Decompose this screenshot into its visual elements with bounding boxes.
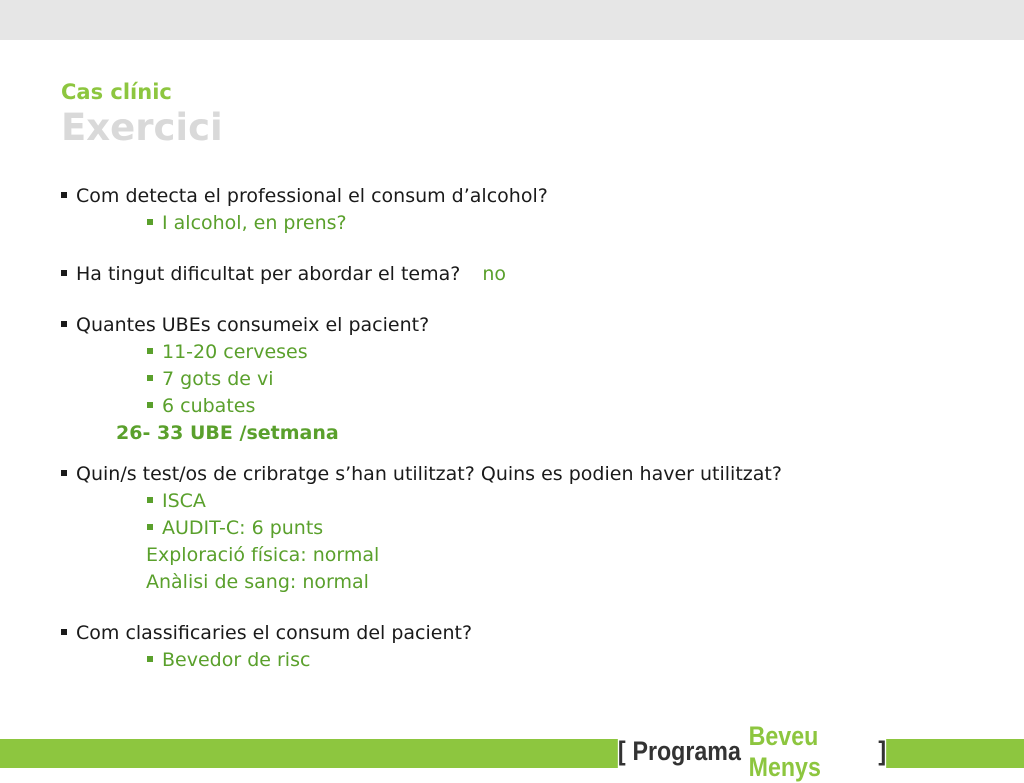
question-text: Com detecta el professional el consum d’alcohol?	[76, 185, 548, 207]
question-2	[61, 262, 506, 286]
answer-item	[147, 394, 255, 418]
square-bullet-icon	[147, 656, 153, 662]
inline-answer: no	[482, 263, 507, 285]
question-text: Quantes UBEs consumeix el pacient?	[76, 314, 430, 336]
answer-item	[147, 516, 323, 540]
answer-item	[147, 489, 206, 513]
answer-item	[147, 367, 274, 391]
question-text: Com classificaries el consum del pacient?	[76, 622, 473, 644]
answer-text: ISCA	[162, 490, 206, 512]
answer-text: 7 gots de vi	[162, 368, 274, 390]
slide-subtitle: Cas clínic	[61, 80, 172, 104]
square-bullet-icon	[147, 219, 153, 225]
logo-close-bracket: ]	[878, 736, 887, 766]
program-logo	[617, 720, 887, 782]
question-text: Ha tingut dificultat per abordar el tema?	[76, 263, 461, 285]
answer-text: 6 cubates	[162, 395, 256, 417]
square-bullet-icon	[147, 402, 153, 408]
question-5	[61, 621, 472, 645]
square-bullet-icon	[147, 348, 153, 354]
logo-word-beveu-menys: Beveu Menys	[748, 720, 821, 782]
square-bullet-icon	[61, 629, 67, 635]
question-3	[61, 313, 429, 337]
answer-item	[147, 340, 308, 364]
answer-text: I alcohol, en prens?	[162, 212, 347, 234]
logo-word-programa: Programa	[632, 736, 741, 766]
answer-text: AUDIT-C: 6 punts	[162, 517, 324, 539]
note-text: Anàlisi de sang: normal	[146, 571, 369, 593]
square-bullet-icon	[61, 192, 67, 198]
answer-text: Bevedor de risc	[162, 649, 311, 671]
question-4	[61, 462, 782, 486]
top-bar	[0, 0, 1024, 40]
square-bullet-icon	[61, 270, 67, 276]
question-1	[61, 184, 548, 208]
logo-open-bracket: [	[617, 736, 626, 766]
weekly-total: 26- 33 UBE /setmana	[116, 422, 339, 444]
slide-title: Exercici	[61, 106, 223, 149]
note-text: Exploració física: normal	[146, 544, 380, 566]
answer-item	[147, 648, 310, 672]
square-bullet-icon	[147, 497, 153, 503]
square-bullet-icon	[61, 321, 67, 327]
answer-item	[147, 211, 347, 235]
answer-text: 11-20 cerveses	[162, 341, 308, 363]
square-bullet-icon	[147, 524, 153, 530]
question-text: Quin/s test/os de cribratge s’han utilitzat? Quins es podien haver utilitzat?	[76, 463, 782, 485]
square-bullet-icon	[147, 375, 153, 381]
square-bullet-icon	[61, 470, 67, 476]
